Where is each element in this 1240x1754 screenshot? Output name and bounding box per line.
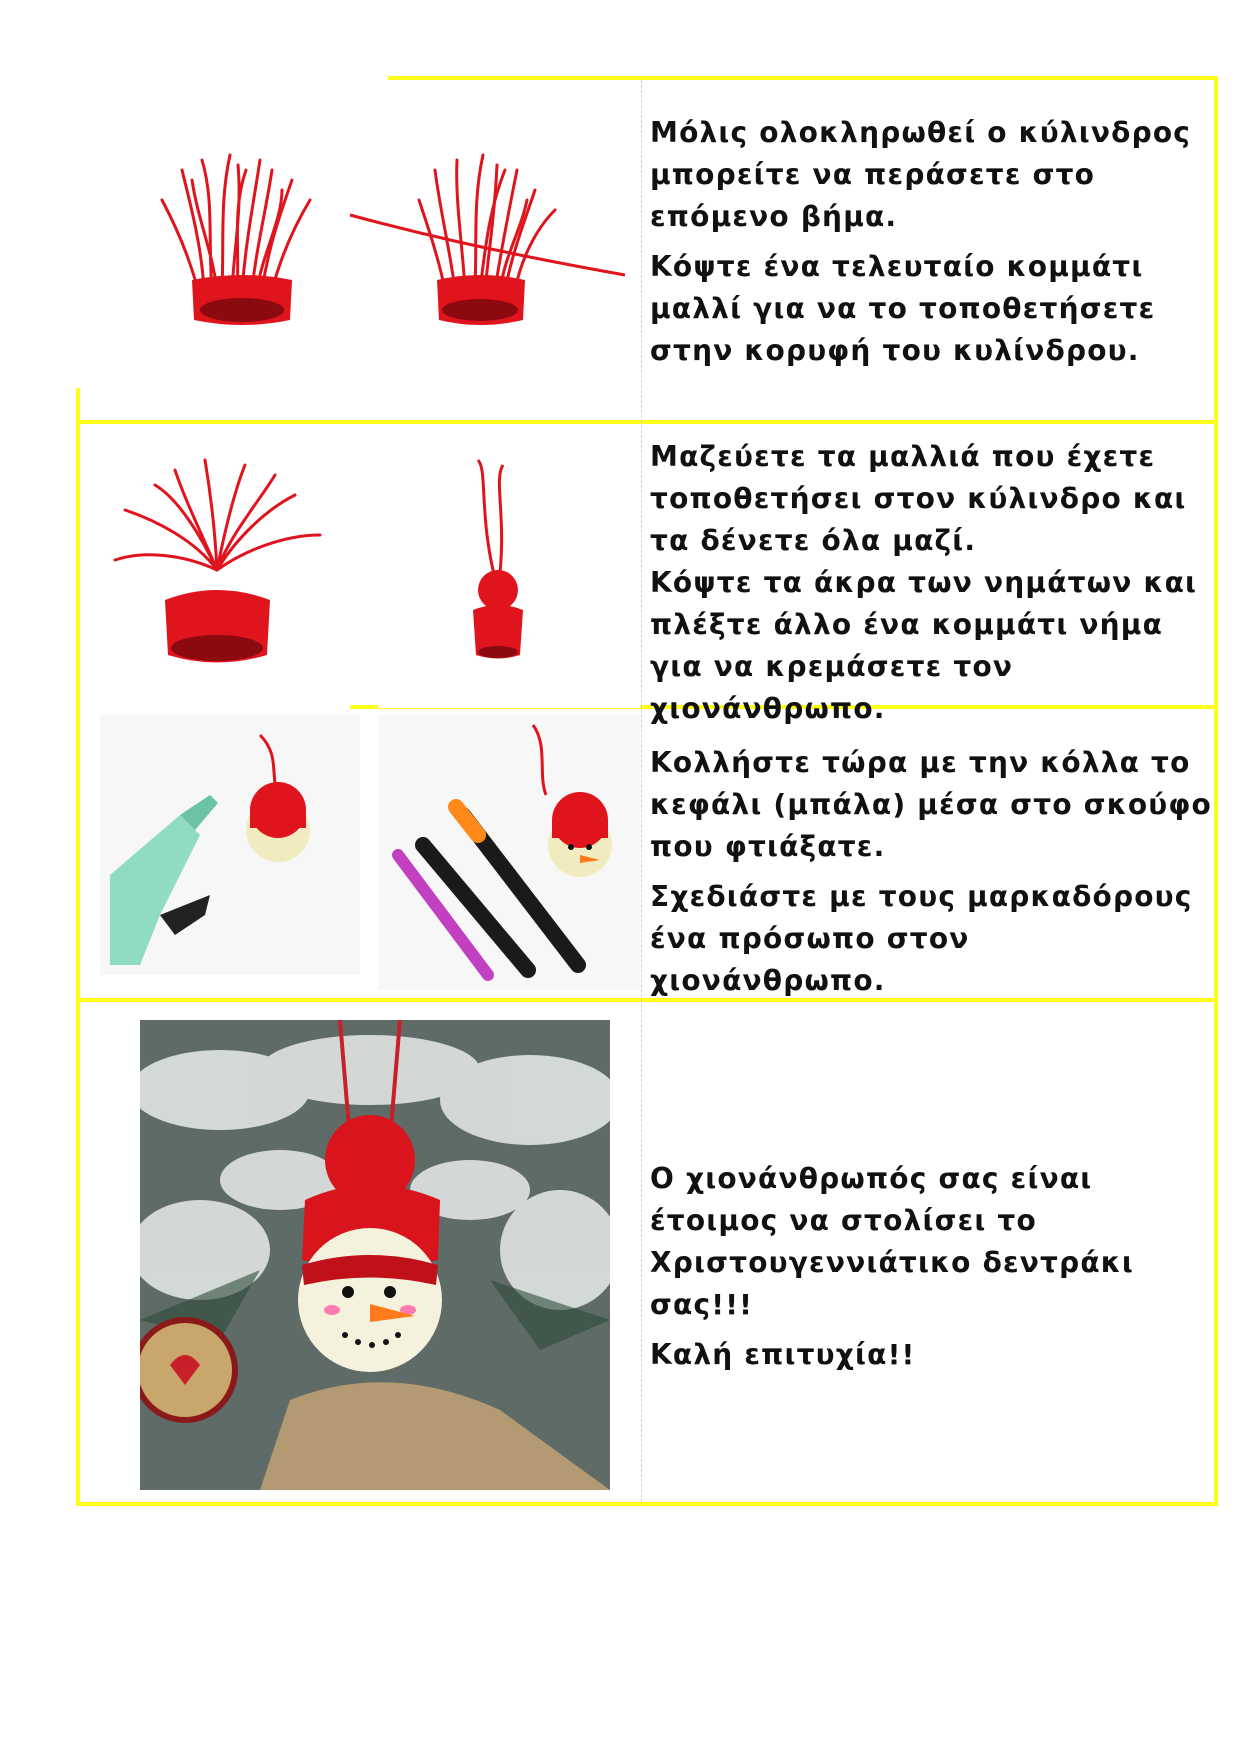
photo-yarn-cylinder [142, 140, 347, 340]
step-3-paragraph-1: Κολλήστε τώρα με την κόλλα το κεφάλι (μπάλα) μέσα στο σκούφο που φτιάξατε. [650, 746, 1212, 863]
photo-glue-gun-and-head [100, 715, 360, 975]
frame-left-border [76, 388, 80, 1506]
step-2-paragraph-1: Μαζεύετε τα μαλλιά που έχετε τοποθετήσει στον κύλινδρο και τα δένετε όλα μαζί. [650, 440, 1187, 557]
photo-markers-and-snowman [378, 715, 640, 990]
step-1-text [650, 112, 1215, 380]
photo-snowman-ornament-on-tree [140, 1020, 610, 1490]
step-1-paragraph-2: Κόψτε ένα τελευταίο κομμάτι μαλλί για να το τοποθετήσετε στην κορυφή του κυλίνδρου. [650, 250, 1156, 367]
step-4-paragraph-2: Καλή επιτυχία!! [650, 1338, 916, 1371]
step-4-text [650, 1158, 1215, 1384]
photo-yarn-tied-top [85, 440, 350, 700]
photo-mini-hat-with-hanger [378, 440, 640, 708]
step-2-text [650, 436, 1215, 738]
frame-bottom-border [76, 1502, 1218, 1506]
step-2-paragraph-2: Κόψτε τα άκρα των νημάτων και πλέξτε άλλο ένα κομμάτι νήμα για να κρεμάσετε τον χιονάνθρωπο. [650, 566, 1198, 725]
step-3-text [650, 742, 1215, 1010]
photo-yarn-cylinder-with-strand [345, 140, 635, 340]
step-3-paragraph-2: Σχεδιάστε με τους μαρκαδόρους ένα πρόσωπο στον χιονάνθρωπο. [650, 880, 1193, 997]
row-separator-1 [76, 420, 1218, 424]
step-4-paragraph-1: Ο χιονάνθρωπός σας είναι έτοιμος να στολίσει το Χριστουγεννιάτικο δεντράκι σας!!! [650, 1162, 1135, 1321]
column-divider [641, 80, 642, 1502]
step-1-paragraph-1: Μόλις ολοκληρωθεί ο κύλινδρος μπορείτε να περάσετε στο επόμενο βήμα. [650, 116, 1192, 233]
frame-top-border [388, 76, 1218, 80]
